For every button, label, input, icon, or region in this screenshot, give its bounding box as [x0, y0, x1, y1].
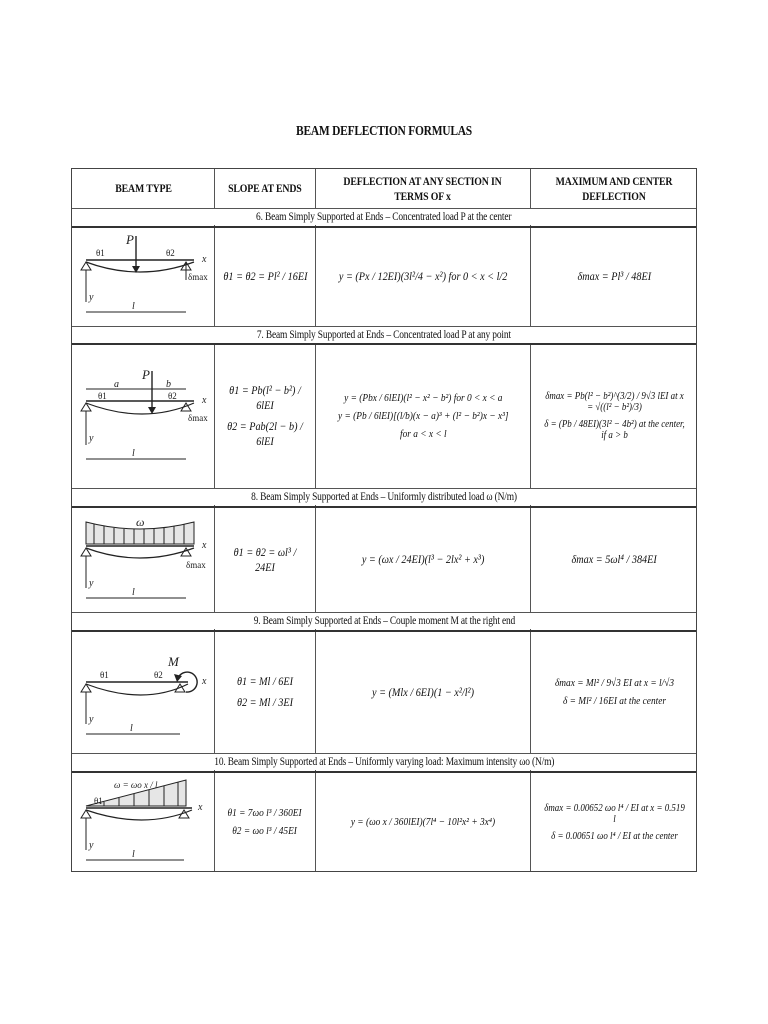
slope-formula: θ1 = Ml / 6EI θ2 = Ml / 3EI: [236, 674, 294, 709]
row-caption: 9. Beam Simply Supported at Ends – Couple moment M at the right end: [72, 613, 696, 629]
maximum-cell: [531, 345, 698, 487]
svg-text:θ2: θ2: [166, 248, 175, 258]
svg-text:l: l: [130, 723, 133, 734]
svg-text:l: l: [132, 849, 135, 860]
row-caption: 8. Beam Simply Supported at Ends – Uniformly distributed load ω (N/m): [72, 489, 696, 505]
svg-text:δmax: δmax: [186, 559, 206, 570]
svg-text:x: x: [198, 802, 203, 813]
svg-text:θ2: θ2: [154, 670, 163, 680]
maximum-formula: δmax = 0.00652 ωo l⁴ / EI at x = 0.519 l δ = 0.00651 ωo l⁴ / EI at the center: [544, 802, 685, 842]
slope-formula: θ1 = Pb(l² − b²) / 6lEI θ2 = Pab(2l − b) / 6lEI: [227, 383, 303, 448]
deflection-formula: y = (ωo x / 360lEI)(7l⁴ − 10l²x² + 3x⁴): [350, 816, 496, 828]
beam-diagram-triangular-load: [72, 773, 214, 871]
svg-text:x: x: [202, 395, 207, 406]
simply-supported-offset-point-load-icon: [74, 361, 212, 471]
slope-cell: [215, 345, 315, 487]
svg-text:b: b: [166, 379, 171, 390]
svg-text:l: l: [132, 448, 135, 459]
slope-formula: θ1 = θ2 = Pl² / 16EI: [222, 268, 308, 283]
deflection-formula: y = (ωx / 24EI)(l³ − 2lx² + x³): [361, 552, 485, 566]
svg-text:y: y: [89, 577, 94, 589]
beam-diagram-uniform-load: [72, 508, 214, 611]
svg-text:x: x: [202, 539, 207, 551]
deflection-cell: [316, 508, 530, 611]
maximum-cell: [531, 773, 698, 871]
page-title: BEAM DEFLECTION FORMULAS: [296, 124, 472, 139]
simply-supported-center-point-load-icon: [74, 230, 212, 322]
svg-text:P: P: [142, 367, 150, 382]
svg-text:y: y: [89, 714, 94, 725]
maximum-formula: δmax = Ml² / 9√3 EI at x = l/√3 δ = Ml² / 16EI at the center: [554, 677, 675, 707]
svg-text:l: l: [132, 301, 135, 312]
svg-text:x: x: [202, 676, 207, 687]
deflection-cell: [316, 632, 530, 752]
deflection-cell: [316, 773, 530, 871]
row-caption: 6. Beam Simply Supported at Ends – Concentrated load P at the center: [72, 209, 696, 225]
beam-diagram-offset-load: [72, 345, 214, 487]
svg-text:δmax: δmax: [188, 413, 208, 423]
slope-cell: [215, 773, 315, 871]
slope-cell: [215, 632, 315, 752]
maximum-formula: δmax = 5ωl⁴ / 384EI: [571, 552, 658, 566]
beam-diagram-end-moment: [72, 632, 214, 752]
simply-supported-uniform-load-icon: [74, 512, 212, 608]
simply-supported-triangular-load-icon: [74, 774, 212, 870]
svg-text:a: a: [114, 379, 119, 390]
header-maximum: MAXIMUM AND CENTER DEFLECTION: [555, 173, 673, 203]
svg-text:ω: ω: [136, 514, 145, 529]
slope-formula: θ1 = θ2 = ωl³ / 24EI: [233, 544, 297, 574]
deflection-cell: [316, 228, 530, 324]
maximum-cell: [531, 228, 698, 324]
svg-text:θ1: θ1: [94, 796, 103, 806]
svg-text:y: y: [89, 840, 94, 851]
deflection-formula: y = (Px / 12EI)(3l²/4 − x²) for 0 < x < l/2: [338, 268, 508, 283]
slope-formula: θ1 = 7ωo l³ / 360EI θ2 = ωo l³ / 45EI: [227, 807, 303, 837]
svg-text:θ1: θ1: [98, 391, 107, 401]
svg-text:δmax: δmax: [188, 272, 208, 282]
svg-text:ω = ωo x / l: ω = ωo x / l: [114, 780, 158, 790]
header-beam-type: BEAM TYPE: [114, 181, 172, 195]
svg-text:x: x: [202, 254, 207, 265]
header-deflection: DEFLECTION AT ANY SECTION IN TERMS OF x: [343, 173, 502, 203]
svg-text:P: P: [126, 232, 134, 247]
svg-text:M: M: [168, 654, 179, 669]
svg-text:y: y: [89, 292, 94, 303]
maximum-formula: δmax = Pl³ / 48EI: [577, 268, 652, 283]
maximum-formula: δmax = Pb(l² − b²)^(3/2) / 9√3 lEI at x = √((l² − b²)/3) δ = (Pb / 48EI)(3l² − 4b²) at the center, if a > b: [544, 391, 685, 441]
svg-text:θ1: θ1: [100, 670, 109, 680]
deflection-formula: y = (Mlx / 6EI)(1 − x²/l²): [371, 684, 474, 699]
svg-text:θ2: θ2: [168, 391, 177, 401]
beam-diagram-center-load: [72, 228, 214, 324]
row-caption: 10. Beam Simply Supported at Ends – Uniformly varying load: Maximum intensity ωo (N/m): [72, 754, 696, 770]
formula-table: [71, 168, 697, 872]
maximum-cell: [531, 508, 698, 611]
simply-supported-end-moment-icon: [74, 642, 212, 742]
deflection-formula: y = (Pbx / 6lEI)(l² − x² − b²) for 0 < x < a y = (Pb / 6lEI)[(l/b)(x − a)³ + (l² − b²)x − x³] for a < x < l: [337, 392, 509, 440]
slope-cell: [215, 228, 315, 324]
svg-text:θ1: θ1: [96, 248, 105, 258]
row-caption: 7. Beam Simply Supported at Ends – Concentrated load P at any point: [72, 327, 696, 343]
svg-text:l: l: [132, 586, 135, 598]
deflection-cell: [316, 345, 530, 487]
maximum-cell: [531, 632, 698, 752]
header-slope: SLOPE AT ENDS: [227, 181, 302, 195]
slope-cell: [215, 508, 315, 611]
svg-text:y: y: [89, 433, 94, 444]
